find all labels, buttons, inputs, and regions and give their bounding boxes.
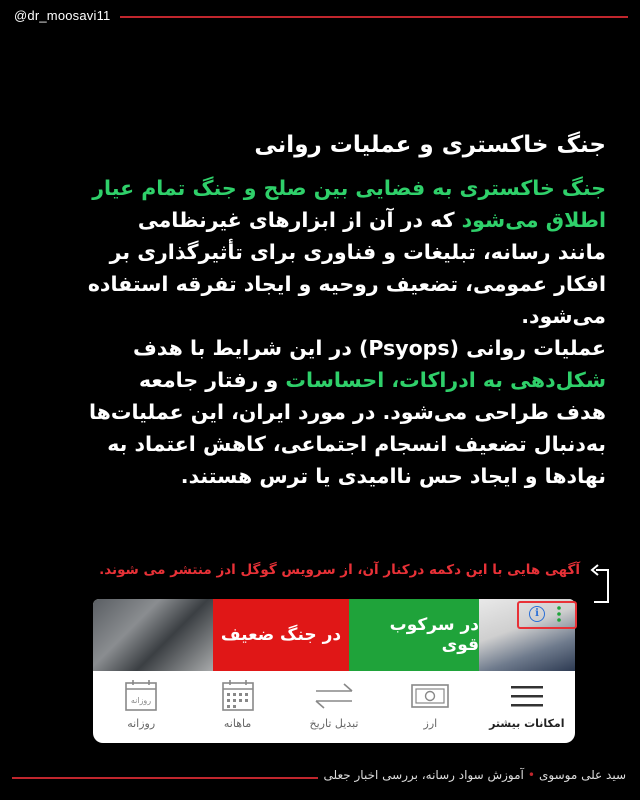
paragraph-1-highlight: جنگ خاکستری به فضایی بین صلح و جنگ تمام عیار اطلاق می‌شود [92,176,606,232]
more-options-icon[interactable] [557,606,561,622]
paragraph-1-text: که در آن از ابزارهای غیرنظامی مانند رسانه، تبلیغات و فناوری برای تأثیرگذاری بر افکار عمومی، تضعیف روحیه و ایجاد تفرقه استفاده می‌شود. [87,208,606,328]
bottom-navigation [93,671,575,743]
nav-label-convert-date: تبدیل تاریخ [309,717,359,730]
return-arrow-icon [588,562,612,610]
ad-red-panel [213,599,349,671]
paragraph-2-text-a: عملیات روانی (Psyops) در این شرایط با هدف [132,336,606,360]
article [86,128,606,492]
footer-separator: • [527,768,535,782]
footer-subtitle: آموزش سواد رسانه، بررسی اخبار جعلی [323,768,524,782]
nav-label-currency: ارز [423,717,438,730]
ad-photo-ruins [93,599,213,671]
paragraph-2-text-b: و رفتار جامعه هدف طراحی می‌شود. در مورد ایران، این عملیات‌ها به‌دنبال تضعیف انسجام اجتماعی، کاهش اعتماد به نهادها و ایجاد حس ناامیدی یا ترس هستند. [88,368,606,488]
ad-green-panel [349,599,479,671]
nav-item-convert-date[interactable] [286,671,382,743]
banknote-icon [408,679,452,713]
nav-label-daily: روزانه [127,717,156,730]
bottom-divider-line [12,777,318,779]
channel-handle: @dr_moosavi11 [14,8,111,23]
article-paragraph-2 [86,332,606,492]
nav-label-more: امکانات بیشتر [489,717,565,730]
nav-item-currency[interactable] [382,671,478,743]
top-divider-line [120,16,628,18]
nav-item-monthly[interactable] [189,671,285,743]
calendar-month-icon [220,679,256,713]
ad-choices-box[interactable] [517,601,577,629]
ads-notice: آگهی هایی با این دکمه درکنار آن، از سرویس گوگل ادز منتشر می شوند. [99,562,580,578]
calendar-day-icon-text: روزانه [131,696,152,705]
ad-banner[interactable] [93,599,575,671]
paragraph-2-highlight: شکل‌دهی به ادراکات، احساسات [285,368,606,392]
nav-label-monthly: ماهانه [223,717,252,730]
menu-icon [509,679,545,713]
nav-item-more[interactable] [479,671,575,743]
footer-author: سید علی موسوی [538,768,626,782]
top-bar [0,0,640,32]
info-icon[interactable]: i [529,606,545,622]
nav-item-daily[interactable] [93,671,189,743]
calendar-day-icon [123,679,159,713]
article-paragraph-1 [86,172,606,332]
ad-green-label: در سرکوب قوی [389,615,479,655]
ad-red-label: در جنگ ضعیف [220,625,342,645]
footer-credit [324,768,626,782]
article-title: جنگ خاکستری و عملیات روانی [254,132,606,158]
swap-arrows-icon [310,679,358,713]
